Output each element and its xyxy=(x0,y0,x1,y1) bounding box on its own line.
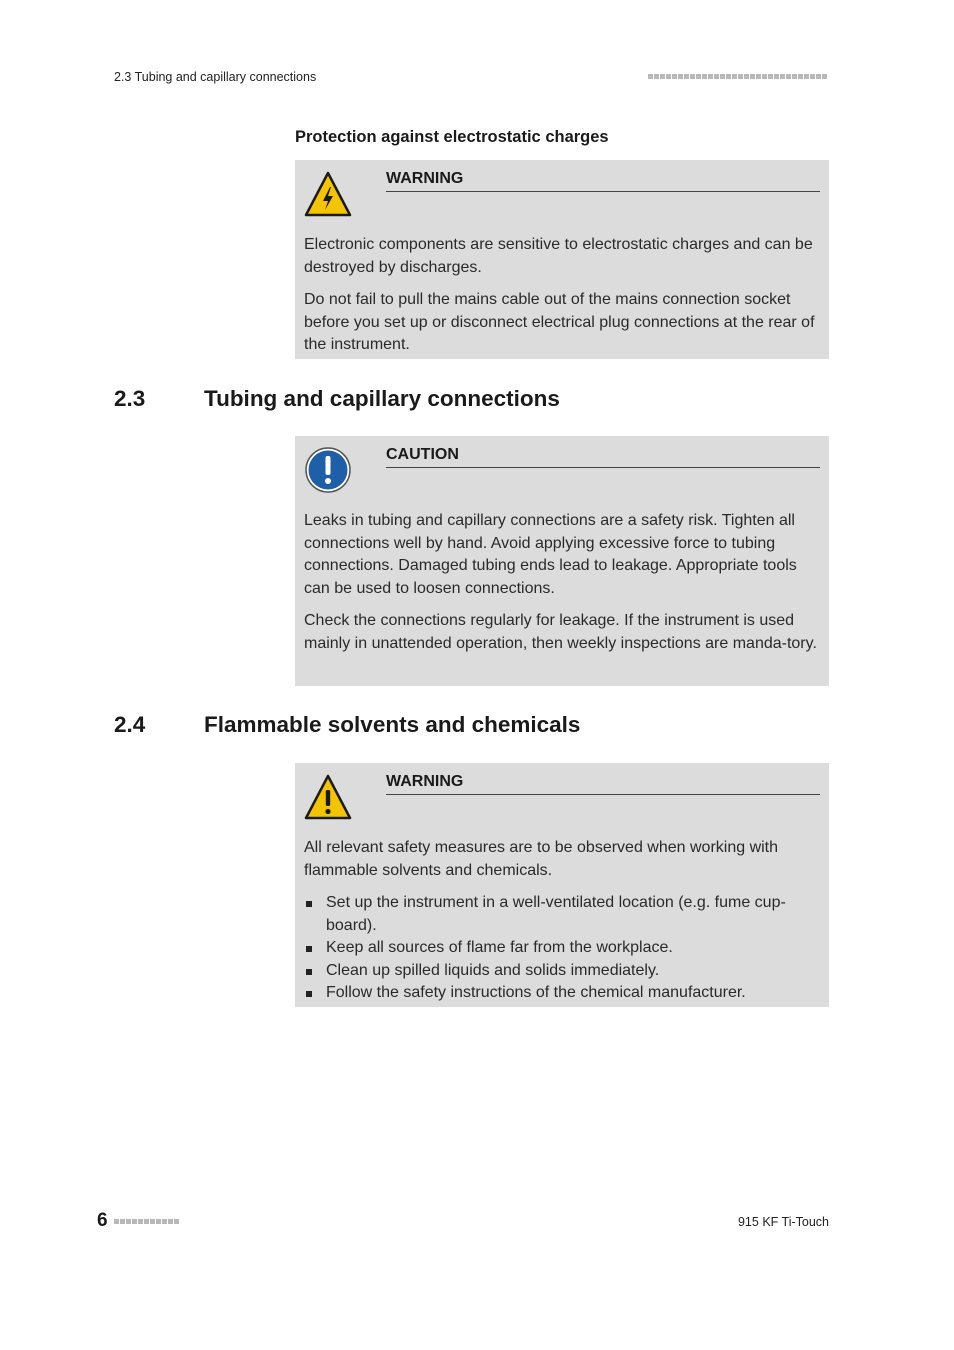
list-item-text: Clean up spilled liquids and solids immediately. xyxy=(326,961,660,979)
section-number: 2.3 xyxy=(114,386,146,411)
warning-label: WARNING xyxy=(386,170,820,192)
section-title: Tubing and capillary connections xyxy=(204,386,560,411)
warning-label: WARNING xyxy=(386,773,820,795)
running-header: 2.3 Tubing and capillary connections xyxy=(114,70,317,84)
warning-paragraph: Electronic components are sensitive to electrostatic charges and can be destroyed by discharges. xyxy=(304,236,813,276)
exclamation-circle-icon xyxy=(304,446,352,494)
tubing-caution-box xyxy=(295,436,829,686)
footer-dots-decoration xyxy=(114,1219,179,1224)
bullet-icon xyxy=(306,991,312,997)
list-item xyxy=(304,982,820,1005)
list-item xyxy=(304,937,820,960)
section-title: Flammable solvents and chemicals xyxy=(204,712,581,737)
caution-paragraph: Leaks in tubing and capillary connections are a safety risk. Tighten all connections well by hand. Avoid applying excessive force to tubing connections. Damaged tubing ends lead to leakage. Appropriate tools can be used to loosen connections. xyxy=(304,512,797,597)
safety-measures-list xyxy=(304,892,820,1005)
product-name: 915 KF Ti-Touch xyxy=(737,1215,829,1229)
bullet-icon xyxy=(306,969,312,975)
warning-triangle-icon xyxy=(304,773,352,821)
protection-heading: Protection against electrostatic charges xyxy=(295,128,609,146)
section-number: 2.4 xyxy=(114,712,146,737)
header-dots-decoration xyxy=(648,74,827,79)
warning-paragraph: Do not fail to pull the mains cable out of the mains connection socket before you set up or disconnect electrical plug connections at the rear of the instrument. xyxy=(304,291,815,353)
list-item-text: Set up the instrument in a well-ventilated location (e.g. fume cup-board). xyxy=(326,894,786,934)
electric-hazard-icon xyxy=(304,170,352,218)
caution-paragraph: Check the connections regularly for leakage. If the instrument is used mainly in unattended operation, then weekly inspections are manda-tory. xyxy=(304,612,817,652)
flammable-warning-box xyxy=(295,763,829,1007)
bullet-icon xyxy=(306,901,312,907)
list-item-text: Follow the safety instructions of the chemical manufacturer. xyxy=(326,984,746,1001)
caution-label: CAUTION xyxy=(386,446,820,468)
section-heading-2-4 xyxy=(114,712,580,738)
section-heading-2-3 xyxy=(114,386,560,412)
warning-intro: All relevant safety measures are to be observed when working with flammable solvents and chemicals. xyxy=(304,839,779,879)
bullet-icon xyxy=(306,946,312,952)
electrostatic-warning-box xyxy=(295,160,829,359)
list-item-text: Keep all sources of flame far from the workplace. xyxy=(326,939,673,956)
page-number: 6 xyxy=(97,1210,108,1231)
list-item xyxy=(304,892,820,937)
list-item xyxy=(304,960,820,983)
